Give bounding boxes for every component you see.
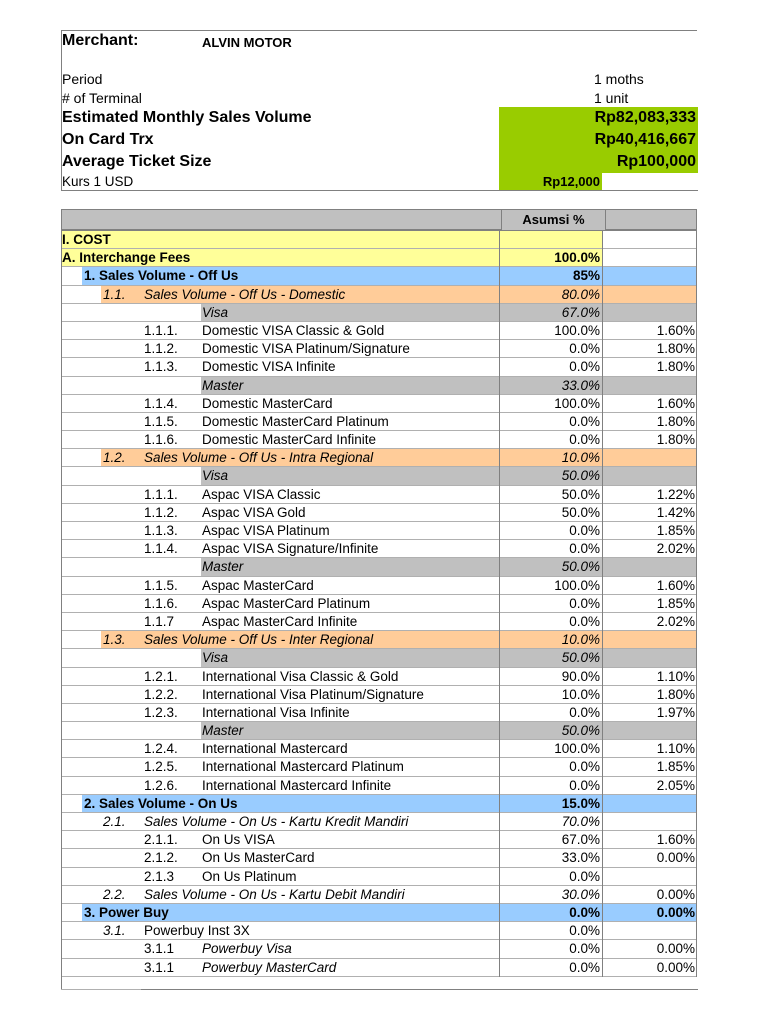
row-number: 1.1.5.	[144, 413, 178, 429]
row-number: 1.1.4.	[144, 541, 178, 557]
asumsi-cell[interactable]: 100.0%	[499, 577, 603, 595]
rate-cell[interactable]	[603, 631, 697, 649]
rate-cell[interactable]: 1.97%	[603, 704, 697, 722]
table-body	[61, 231, 697, 977]
rate-cell[interactable]	[603, 722, 697, 740]
table-row	[61, 886, 697, 904]
row-label: Sales Volume - Off Us - Intra Regional	[144, 450, 374, 466]
row-number: 1.3.	[103, 632, 126, 648]
row-number: 1.2.4.	[144, 741, 178, 757]
rate-cell[interactable]: 1.85%	[603, 595, 697, 613]
asumsi-cell[interactable]: 33.0%	[499, 849, 603, 867]
rate-cell[interactable]: 1.60%	[603, 831, 697, 849]
col-asumsi-header: Asumsi %	[501, 210, 606, 230]
asumsi-cell[interactable]: 0.0%	[499, 940, 603, 958]
row-label: Master	[202, 559, 244, 575]
rate-cell[interactable]: 1.80%	[603, 686, 697, 704]
row-label: Powerbuy MasterCard	[202, 959, 337, 975]
asumsi-cell[interactable]: 0.0%	[499, 413, 603, 431]
row-label: Powerbuy Inst 3X	[144, 923, 250, 939]
row-number: 1.1.3.	[144, 359, 178, 375]
row-label: On Us VISA	[202, 832, 275, 848]
table-row	[61, 522, 697, 540]
header-bottom-border	[61, 190, 698, 191]
asumsi-cell[interactable]	[499, 231, 603, 249]
terminal-value: 1 unit	[594, 90, 629, 106]
est-sales-label: Estimated Monthly Sales Volume	[62, 109, 312, 126]
row-label: International Mastercard Infinite	[202, 777, 392, 793]
table-row	[61, 267, 697, 285]
rate-cell[interactable]	[603, 286, 697, 304]
header-top-border	[61, 30, 697, 55]
table-row	[61, 831, 697, 849]
row-number: 2.1.2.	[144, 850, 178, 866]
row-label: Visa	[202, 304, 229, 320]
table-row	[61, 868, 697, 886]
asumsi-cell[interactable]: 10.0%	[499, 631, 603, 649]
table-row	[61, 467, 697, 485]
row-number: 1.1.2.	[144, 504, 178, 520]
rate-cell[interactable]: 1.80%	[603, 358, 697, 376]
asumsi-cell[interactable]: 0.0%	[499, 922, 603, 940]
row-label: Domestic VISA Platinum/Signature	[202, 341, 410, 357]
rate-cell[interactable]: 1.80%	[603, 431, 697, 449]
rate-cell[interactable]: 2.02%	[603, 540, 697, 558]
asumsi-cell[interactable]: 100.0%	[499, 249, 603, 267]
terminal-row	[62, 89, 697, 107]
asumsi-cell[interactable]: 0.0%	[499, 777, 603, 795]
rate-cell[interactable]: 0.00%	[603, 849, 697, 867]
asumsi-cell[interactable]: 0.0%	[499, 431, 603, 449]
row-label: I. COST	[62, 232, 111, 247]
terminal-label: # of Terminal	[62, 90, 142, 106]
table-row	[61, 413, 697, 431]
table-row	[61, 340, 697, 358]
row-number: 1.1.6.	[144, 595, 178, 611]
table-row	[61, 249, 697, 267]
row-label: Sales Volume - On Us - Kartu Debit Mandiri	[144, 886, 405, 902]
asumsi-cell[interactable]: 0.0%	[499, 340, 603, 358]
asumsi-cell[interactable]: 100.0%	[499, 322, 603, 340]
row-number: 1.1.3.	[144, 523, 178, 538]
table-bottom-border-left	[61, 989, 141, 990]
row-number: 1.1.1.	[144, 322, 178, 338]
table-row	[61, 449, 697, 467]
table-row	[61, 649, 697, 667]
row-number: 2.1.3	[144, 868, 175, 884]
table-row	[61, 813, 697, 831]
row-label: Aspac MasterCard	[202, 577, 314, 593]
avg-ticket-label: Average Ticket Size	[62, 153, 212, 170]
table-row	[61, 358, 697, 376]
kurs-label: Kurs 1 USD	[62, 174, 134, 189]
row-label: Domestic VISA Infinite	[202, 359, 336, 375]
asumsi-cell[interactable]: 85%	[499, 267, 603, 285]
kurs-row	[62, 173, 697, 191]
row-label: Aspac MasterCard Infinite	[202, 613, 358, 629]
table-row	[61, 540, 697, 558]
table-row	[61, 286, 697, 304]
asumsi-cell[interactable]: 0.0%	[499, 704, 603, 722]
row-number: 1.2.5.	[144, 759, 178, 775]
table-row	[61, 613, 697, 631]
row-label: Visa	[202, 468, 229, 484]
row-label: Aspac VISA Classic	[202, 486, 321, 502]
row-number: 3.1.	[103, 923, 126, 939]
rate-cell[interactable]: 1.60%	[603, 322, 697, 340]
merchant-name: ALVIN MOTOR	[202, 35, 292, 50]
asumsi-cell[interactable]: 50.0%	[499, 486, 603, 504]
row-label: Aspac VISA Gold	[202, 504, 306, 520]
asumsi-cell[interactable]: 33.0%	[499, 377, 603, 395]
row-number: 1.1.6.	[144, 432, 178, 448]
asumsi-cell[interactable]: 100.0%	[499, 740, 603, 758]
rate-cell[interactable]	[603, 813, 697, 831]
est-sales-value: Rp82,083,333	[594, 109, 696, 126]
rate-cell[interactable]: 1.42%	[603, 504, 697, 522]
kurs-value: Rp12,000	[542, 174, 600, 189]
row-label: 1. Sales Volume - Off Us	[84, 268, 239, 284]
rate-cell[interactable]: 0.00%	[603, 940, 697, 958]
table-left-border	[61, 231, 62, 989]
table-row	[61, 668, 697, 686]
row-label: Sales Volume - Off Us - Inter Regional	[144, 632, 374, 648]
avg-ticket-row	[62, 151, 697, 173]
row-label: International Visa Classic & Gold	[202, 668, 399, 684]
avg-ticket-value: Rp100,000	[616, 153, 696, 170]
table-row	[61, 558, 697, 576]
row-label: Sales Volume - Off Us - Domestic	[144, 286, 346, 302]
row-number: 1.1.	[103, 286, 126, 302]
table-row	[61, 704, 697, 722]
asumsi-cell[interactable]: 50.0%	[499, 649, 603, 667]
table-row	[61, 377, 697, 395]
asumsi-cell[interactable]: 15.0%	[499, 795, 603, 813]
table-row	[61, 777, 697, 795]
row-number: 1.1.1.	[144, 486, 178, 502]
rate-cell[interactable]	[603, 467, 697, 485]
table-row	[61, 486, 697, 504]
rate-cell[interactable]: 0.00%	[603, 959, 697, 977]
row-label: Aspac MasterCard Platinum	[202, 595, 371, 611]
rate-cell[interactable]: 0.00%	[603, 904, 697, 922]
row-number: 1.2.	[103, 450, 126, 466]
table-row	[61, 686, 697, 704]
row-label: Master	[202, 723, 244, 739]
table-header	[61, 209, 697, 231]
row-label: Domestic MasterCard	[202, 395, 333, 411]
on-card-label: On Card Trx	[62, 131, 154, 148]
row-label: A. Interchange Fees	[62, 250, 191, 266]
row-label: On Us Platinum	[202, 868, 297, 884]
cost-table	[61, 209, 697, 977]
est-sales-row	[62, 107, 697, 129]
table-row	[61, 431, 697, 449]
asumsi-cell[interactable]: 80.0%	[499, 286, 603, 304]
row-number: 1.2.1.	[144, 668, 178, 684]
asumsi-cell[interactable]: 0.0%	[499, 540, 603, 558]
asumsi-cell[interactable]: 10.0%	[499, 449, 603, 467]
on-card-row	[62, 129, 697, 151]
rate-cell[interactable]: 2.05%	[603, 777, 697, 795]
rate-cell[interactable]: 1.22%	[603, 486, 697, 504]
row-number: 1.2.2.	[144, 686, 178, 702]
table-row	[61, 959, 697, 977]
asumsi-cell[interactable]: 100.0%	[499, 395, 603, 413]
row-label: Domestic VISA Classic & Gold	[202, 322, 385, 338]
asumsi-cell[interactable]: 0.0%	[499, 522, 603, 540]
row-label: Master	[202, 377, 244, 393]
rate-cell[interactable]	[603, 267, 697, 285]
row-number: 1.2.6.	[144, 777, 178, 793]
table-row	[61, 795, 697, 813]
rate-cell[interactable]	[603, 922, 697, 940]
rate-cell[interactable]	[603, 304, 697, 322]
rate-cell[interactable]: 1.80%	[603, 413, 697, 431]
table-row	[61, 758, 697, 776]
asumsi-cell[interactable]: 0.0%	[499, 595, 603, 613]
row-number: 1.1.2.	[144, 341, 178, 357]
row-label: Domestic MasterCard Infinite	[202, 432, 377, 448]
asumsi-cell[interactable]: 67.0%	[499, 831, 603, 849]
table-row	[61, 740, 697, 758]
rate-cell[interactable]: 2.02%	[603, 613, 697, 631]
asumsi-cell[interactable]: 0.0%	[499, 904, 603, 922]
rate-cell[interactable]	[603, 249, 697, 267]
row-number: 1.1.7	[144, 613, 175, 629]
period-label: Period	[62, 71, 103, 87]
table-row	[61, 722, 697, 740]
table-row	[61, 940, 697, 958]
rate-cell[interactable]: 1.60%	[603, 577, 697, 595]
asumsi-cell[interactable]: 0.0%	[499, 758, 603, 776]
table-row	[61, 922, 697, 940]
rate-cell[interactable]	[603, 868, 697, 886]
rate-cell[interactable]	[603, 377, 697, 395]
rate-cell[interactable]: 1.85%	[603, 758, 697, 776]
asumsi-cell[interactable]: 0.0%	[499, 613, 603, 631]
asumsi-cell[interactable]: 0.0%	[499, 868, 603, 886]
table-row	[61, 595, 697, 613]
row-label: International Visa Infinite	[202, 704, 350, 720]
asumsi-cell[interactable]: 0.0%	[499, 959, 603, 977]
row-number: 1.2.3.	[144, 704, 178, 720]
table-row	[61, 231, 697, 249]
rate-cell[interactable]: 1.10%	[603, 740, 697, 758]
asumsi-cell[interactable]: 0.0%	[499, 358, 603, 376]
rate-cell[interactable]	[603, 449, 697, 467]
asumsi-cell[interactable]: 10.0%	[499, 686, 603, 704]
table-row	[61, 849, 697, 867]
merchant-label: Merchant:	[62, 32, 139, 49]
row-label: Sales Volume - On Us - Kartu Kredit Mandiri	[144, 814, 409, 829]
table-row	[61, 577, 697, 595]
col-rate-header	[604, 210, 697, 230]
asumsi-cell[interactable]: 50.0%	[499, 722, 603, 740]
rate-cell[interactable]	[603, 649, 697, 667]
asumsi-cell[interactable]: 67.0%	[499, 304, 603, 322]
row-label: Powerbuy Visa	[202, 941, 292, 957]
row-number: 1.1.5.	[144, 577, 178, 593]
period-row	[62, 70, 697, 88]
period-value: 1 moths	[594, 71, 644, 87]
row-number: 2.1.	[103, 814, 126, 829]
rate-cell[interactable]: 1.10%	[603, 668, 697, 686]
rate-cell[interactable]: 1.60%	[603, 395, 697, 413]
table-row	[61, 904, 697, 922]
table-row	[61, 395, 697, 413]
asumsi-cell[interactable]: 50.0%	[499, 467, 603, 485]
rate-cell[interactable]: 0.00%	[603, 886, 697, 904]
row-label: Aspac VISA Signature/Infinite	[202, 541, 379, 557]
row-number: 3.1.1	[144, 959, 175, 975]
row-number: 2.2.	[103, 886, 126, 902]
row-label: International Visa Platinum/Signature	[202, 686, 424, 702]
row-label: On Us MasterCard	[202, 850, 315, 866]
rate-cell[interactable]: 1.85%	[603, 522, 697, 540]
asumsi-cell[interactable]: 70.0%	[499, 813, 603, 831]
row-number: 1.1.4.	[144, 395, 178, 411]
asumsi-cell[interactable]: 90.0%	[499, 668, 603, 686]
rate-cell[interactable]	[603, 795, 697, 813]
table-row	[61, 631, 697, 649]
row-label: 3. Power Buy	[84, 904, 169, 920]
rate-cell[interactable]	[603, 558, 697, 576]
asumsi-cell[interactable]: 30.0%	[499, 886, 603, 904]
table-row	[61, 504, 697, 522]
table-row	[61, 322, 697, 340]
rate-cell[interactable]: 1.80%	[603, 340, 697, 358]
row-label: Visa	[202, 650, 229, 666]
asumsi-cell[interactable]: 50.0%	[499, 558, 603, 576]
asumsi-cell[interactable]: 50.0%	[499, 504, 603, 522]
row-label: International Mastercard	[202, 741, 348, 757]
row-number: 2.1.1.	[144, 832, 178, 848]
row-label: Aspac VISA Platinum	[202, 523, 330, 538]
table-bottom-border	[140, 989, 698, 990]
row-number: 3.1.1	[144, 941, 175, 957]
row-label: 2. Sales Volume - On Us	[84, 795, 238, 811]
row-label: International Mastercard Platinum	[202, 759, 404, 775]
table-row	[61, 304, 697, 322]
on-card-value: Rp40,416,667	[594, 131, 696, 148]
rate-cell[interactable]	[603, 231, 697, 249]
row-label: Domestic MasterCard Platinum	[202, 413, 389, 429]
